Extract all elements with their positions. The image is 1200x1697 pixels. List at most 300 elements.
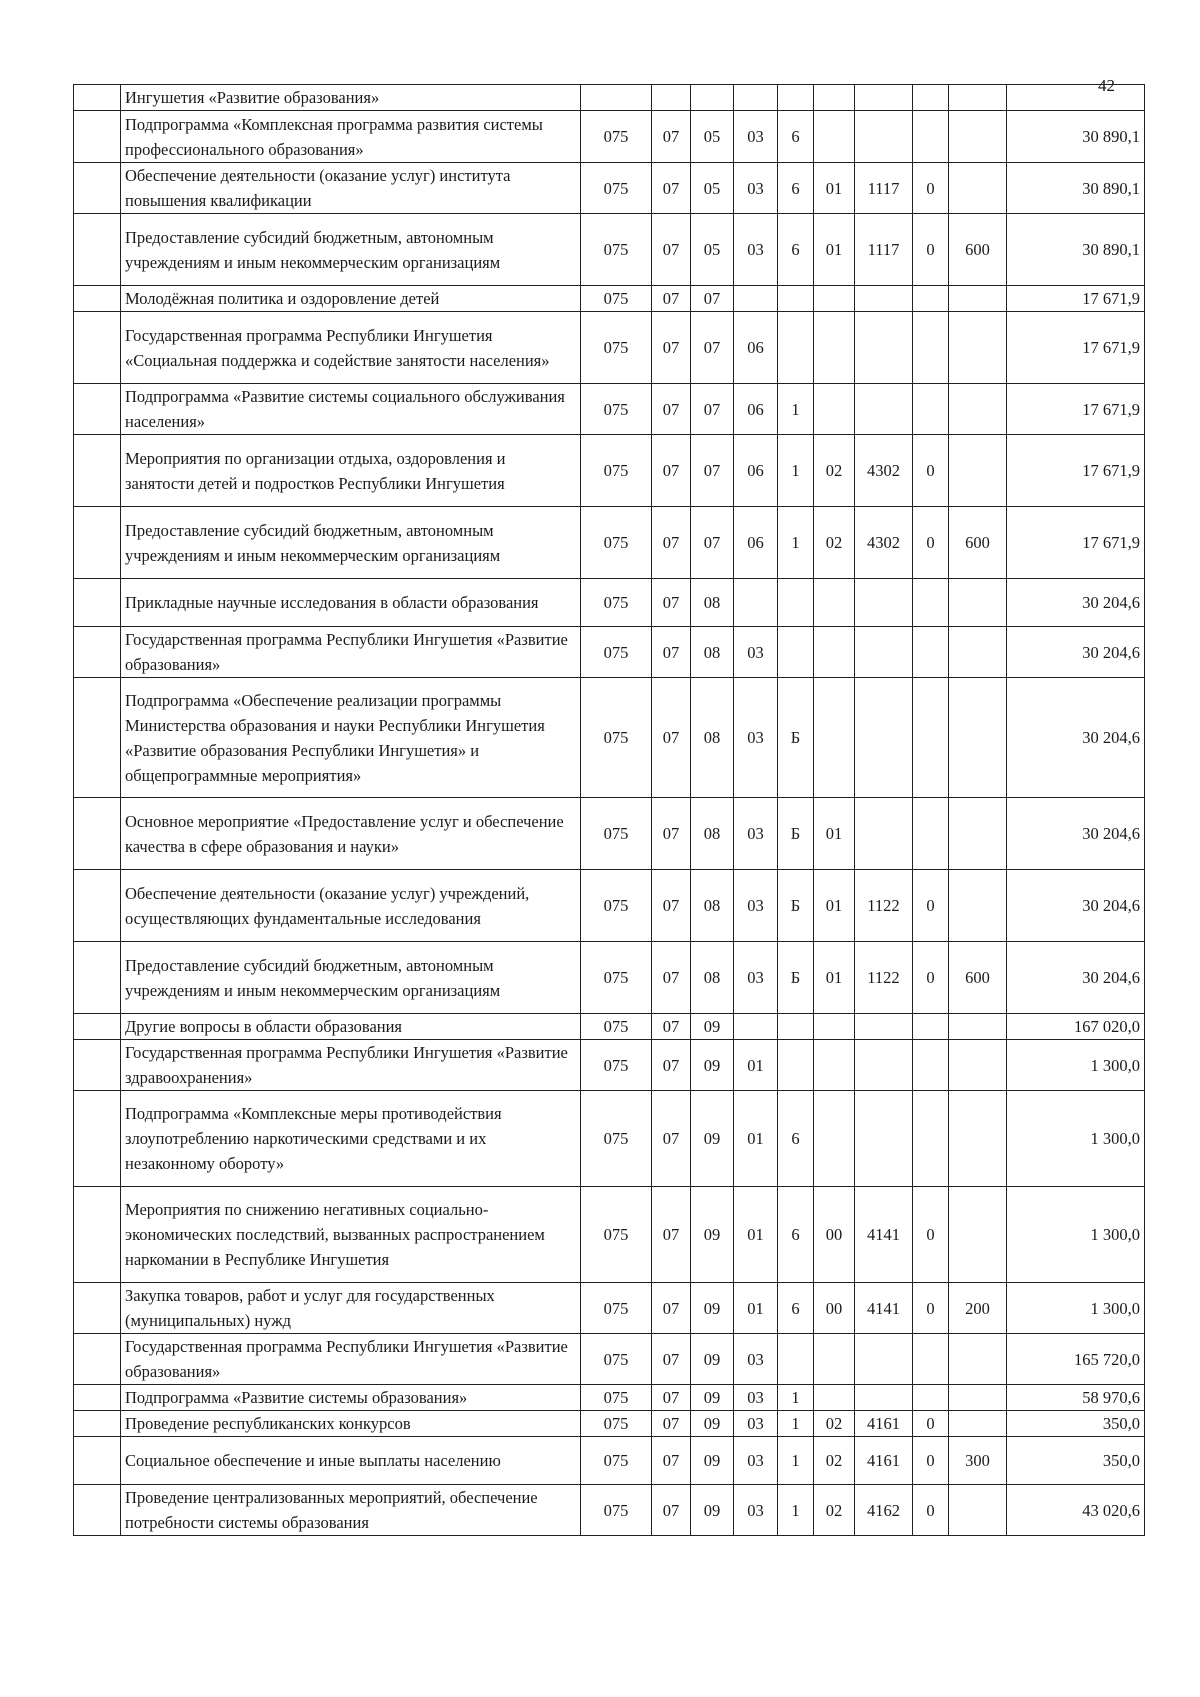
expense-type-code-cell [949, 1040, 1007, 1091]
direction-code-cell [855, 1385, 913, 1411]
admin-code-cell: 075 [581, 435, 652, 507]
table-row [74, 678, 1145, 798]
expense-type-code-cell: 300 [949, 1437, 1007, 1485]
amount-cell: 17 671,9 [1007, 384, 1145, 435]
item-name-cell: Основное мероприятие «Предоставление услуг и обеспечение качества в сфере образования и науки» [121, 798, 581, 870]
event-code-cell [814, 286, 855, 312]
admin-code-cell: 075 [581, 870, 652, 942]
direction-ext-code-cell [913, 1385, 949, 1411]
event-code-cell [814, 1091, 855, 1187]
program-code-cell: 03 [734, 627, 778, 678]
table-row [74, 507, 1145, 579]
direction-ext-code-cell: 0 [913, 1485, 949, 1536]
item-name-cell: Мероприятия по организации отдыха, оздоровления и занятости детей и подростков Республики Ингушетия [121, 435, 581, 507]
admin-code-cell: 075 [581, 1411, 652, 1437]
direction-code-cell [855, 111, 913, 163]
expense-type-code-cell [949, 435, 1007, 507]
section-code-cell: 07 [652, 942, 691, 1014]
expense-type-code-cell [949, 1091, 1007, 1187]
item-name-cell: Предоставление субсидий бюджетным, автономным учреждениям и иным некоммерческим организациям [121, 942, 581, 1014]
amount-cell: 17 671,9 [1007, 286, 1145, 312]
event-code-cell [814, 111, 855, 163]
direction-code-cell: 4161 [855, 1411, 913, 1437]
amount-cell: 30 204,6 [1007, 627, 1145, 678]
subprogram-code-cell [778, 1334, 814, 1385]
expense-type-code-cell [949, 1334, 1007, 1385]
direction-code-cell [855, 579, 913, 627]
admin-code-cell: 075 [581, 384, 652, 435]
amount-cell: 17 671,9 [1007, 507, 1145, 579]
direction-ext-code-cell [913, 627, 949, 678]
amount-cell: 165 720,0 [1007, 1334, 1145, 1385]
program-code-cell: 03 [734, 942, 778, 1014]
direction-ext-code-cell [913, 111, 949, 163]
item-name-cell: Подпрограмма «Развитие системы социального обслуживания населения» [121, 384, 581, 435]
event-code-cell [814, 85, 855, 111]
section-code-cell: 07 [652, 1485, 691, 1536]
event-code-cell [814, 627, 855, 678]
direction-code-cell [855, 1334, 913, 1385]
event-code-cell [814, 312, 855, 384]
item-name-cell: Предоставление субсидий бюджетным, автономным учреждениям и иным некоммерческим организациям [121, 507, 581, 579]
direction-code-cell [855, 85, 913, 111]
event-code-cell [814, 678, 855, 798]
subprogram-code-cell: 6 [778, 1283, 814, 1334]
section-code-cell: 07 [652, 1040, 691, 1091]
direction-code-cell: 1117 [855, 214, 913, 286]
direction-code-cell: 1122 [855, 942, 913, 1014]
admin-code-cell: 075 [581, 214, 652, 286]
table-row [74, 214, 1145, 286]
row-margin-cell [74, 1040, 121, 1091]
direction-ext-code-cell [913, 1334, 949, 1385]
direction-ext-code-cell [913, 1091, 949, 1187]
direction-code-cell: 1117 [855, 163, 913, 214]
direction-ext-code-cell [913, 312, 949, 384]
row-margin-cell [74, 870, 121, 942]
event-code-cell [814, 1040, 855, 1091]
item-name-cell: Государственная программа Республики Ингушетия «Развитие здравоохранения» [121, 1040, 581, 1091]
program-code-cell: 03 [734, 678, 778, 798]
subprogram-code-cell: 1 [778, 435, 814, 507]
section-code-cell: 07 [652, 1385, 691, 1411]
section-code-cell: 07 [652, 870, 691, 942]
admin-code-cell: 075 [581, 163, 652, 214]
row-margin-cell [74, 1014, 121, 1040]
subprogram-code-cell [778, 85, 814, 111]
amount-cell: 30 204,6 [1007, 798, 1145, 870]
direction-ext-code-cell: 0 [913, 942, 949, 1014]
item-name-cell: Молодёжная политика и оздоровление детей [121, 286, 581, 312]
section-code-cell: 07 [652, 1014, 691, 1040]
program-code-cell: 03 [734, 214, 778, 286]
table-row [74, 1385, 1145, 1411]
subsection-code-cell: 09 [691, 1485, 734, 1536]
event-code-cell [814, 1385, 855, 1411]
subsection-code-cell: 09 [691, 1437, 734, 1485]
expense-type-code-cell [949, 1485, 1007, 1536]
program-code-cell: 06 [734, 312, 778, 384]
event-code-cell [814, 1014, 855, 1040]
program-code-cell: 01 [734, 1040, 778, 1091]
table-row [74, 312, 1145, 384]
direction-ext-code-cell [913, 1014, 949, 1040]
admin-code-cell: 075 [581, 1283, 652, 1334]
subsection-code-cell: 09 [691, 1040, 734, 1091]
section-code-cell: 07 [652, 286, 691, 312]
row-margin-cell [74, 163, 121, 214]
direction-code-cell [855, 1091, 913, 1187]
event-code-cell: 01 [814, 798, 855, 870]
expense-type-code-cell: 600 [949, 214, 1007, 286]
program-code-cell: 03 [734, 1334, 778, 1385]
section-code-cell: 07 [652, 1411, 691, 1437]
direction-ext-code-cell: 0 [913, 1187, 949, 1283]
expense-type-code-cell [949, 1411, 1007, 1437]
subprogram-code-cell [778, 286, 814, 312]
subprogram-code-cell [778, 1040, 814, 1091]
expense-type-code-cell [949, 579, 1007, 627]
program-code-cell: 03 [734, 870, 778, 942]
expense-type-code-cell [949, 870, 1007, 942]
program-code-cell [734, 85, 778, 111]
expense-type-code-cell [949, 798, 1007, 870]
subprogram-code-cell: Б [778, 942, 814, 1014]
table-row [74, 1091, 1145, 1187]
admin-code-cell: 075 [581, 111, 652, 163]
subsection-code-cell: 05 [691, 163, 734, 214]
subprogram-code-cell: 6 [778, 214, 814, 286]
direction-ext-code-cell: 0 [913, 1283, 949, 1334]
admin-code-cell [581, 85, 652, 111]
expense-type-code-cell [949, 85, 1007, 111]
row-margin-cell [74, 942, 121, 1014]
event-code-cell: 02 [814, 1485, 855, 1536]
subsection-code-cell: 07 [691, 507, 734, 579]
subprogram-code-cell [778, 579, 814, 627]
section-code-cell: 07 [652, 111, 691, 163]
subsection-code-cell: 09 [691, 1385, 734, 1411]
amount-cell: 30 890,1 [1007, 214, 1145, 286]
program-code-cell: 01 [734, 1091, 778, 1187]
table-row [74, 1334, 1145, 1385]
row-margin-cell [74, 1411, 121, 1437]
subprogram-code-cell: Б [778, 798, 814, 870]
table-row [74, 870, 1145, 942]
admin-code-cell: 075 [581, 1040, 652, 1091]
table-row [74, 1040, 1145, 1091]
item-name-cell: Обеспечение деятельности (оказание услуг) учреждений, осуществляющих фундаментальные исследования [121, 870, 581, 942]
direction-code-cell: 4302 [855, 507, 913, 579]
program-code-cell: 06 [734, 435, 778, 507]
amount-cell: 30 890,1 [1007, 163, 1145, 214]
section-code-cell: 07 [652, 1091, 691, 1187]
direction-ext-code-cell [913, 798, 949, 870]
table-row [74, 798, 1145, 870]
expense-type-code-cell [949, 627, 1007, 678]
expense-type-code-cell [949, 286, 1007, 312]
direction-code-cell [855, 678, 913, 798]
table-row [74, 627, 1145, 678]
admin-code-cell: 075 [581, 1091, 652, 1187]
program-code-cell: 06 [734, 384, 778, 435]
admin-code-cell: 075 [581, 312, 652, 384]
amount-cell: 1 300,0 [1007, 1283, 1145, 1334]
subsection-code-cell: 09 [691, 1283, 734, 1334]
program-code-cell: 01 [734, 1187, 778, 1283]
expense-type-code-cell [949, 163, 1007, 214]
amount-cell: 30 204,6 [1007, 942, 1145, 1014]
table-row [74, 1411, 1145, 1437]
admin-code-cell: 075 [581, 1385, 652, 1411]
page-number: 42 [1098, 76, 1115, 95]
subprogram-code-cell: 6 [778, 1187, 814, 1283]
subsection-code-cell: 09 [691, 1014, 734, 1040]
subsection-code-cell: 08 [691, 678, 734, 798]
row-margin-cell [74, 384, 121, 435]
direction-ext-code-cell: 0 [913, 870, 949, 942]
row-margin-cell [74, 579, 121, 627]
direction-code-cell: 1122 [855, 870, 913, 942]
section-code-cell: 07 [652, 579, 691, 627]
table-row [74, 1437, 1145, 1485]
direction-code-cell [855, 286, 913, 312]
subprogram-code-cell: 1 [778, 384, 814, 435]
direction-ext-code-cell [913, 1040, 949, 1091]
subsection-code-cell: 07 [691, 312, 734, 384]
subsection-code-cell: 08 [691, 798, 734, 870]
item-name-cell: Предоставление субсидий бюджетным, автономным учреждениям и иным некоммерческим организациям [121, 214, 581, 286]
amount-cell: 167 020,0 [1007, 1014, 1145, 1040]
table-row [74, 1187, 1145, 1283]
item-name-cell: Социальное обеспечение и иные выплаты населению [121, 1437, 581, 1485]
subsection-code-cell: 07 [691, 286, 734, 312]
table-row [74, 579, 1145, 627]
subprogram-code-cell: 1 [778, 1437, 814, 1485]
item-name-cell: Подпрограмма «Комплексные меры противодействия злоупотреблению наркотическими средствами и их незаконному обороту» [121, 1091, 581, 1187]
direction-ext-code-cell [913, 579, 949, 627]
item-name-cell: Подпрограмма «Развитие системы образования» [121, 1385, 581, 1411]
item-name-cell: Другие вопросы в области образования [121, 1014, 581, 1040]
subsection-code-cell: 08 [691, 942, 734, 1014]
admin-code-cell: 075 [581, 1334, 652, 1385]
subprogram-code-cell: Б [778, 678, 814, 798]
row-margin-cell [74, 214, 121, 286]
event-code-cell: 02 [814, 1437, 855, 1485]
subsection-code-cell: 05 [691, 111, 734, 163]
row-margin-cell [74, 678, 121, 798]
item-name-cell: Подпрограмма «Обеспечение реализации программы Министерства образования и науки Республики Ингушетия «Развитие образования Республики Ингушетия» и общепрограммные мероприятия» [121, 678, 581, 798]
event-code-cell: 01 [814, 163, 855, 214]
row-margin-cell [74, 1485, 121, 1536]
table-row [74, 1283, 1145, 1334]
subsection-code-cell: 05 [691, 214, 734, 286]
amount-cell: 58 970,6 [1007, 1385, 1145, 1411]
program-code-cell: 03 [734, 1437, 778, 1485]
program-code-cell: 03 [734, 111, 778, 163]
direction-ext-code-cell [913, 384, 949, 435]
direction-code-cell [855, 1040, 913, 1091]
program-code-cell: 06 [734, 507, 778, 579]
row-margin-cell [74, 111, 121, 163]
row-margin-cell [74, 435, 121, 507]
subsection-code-cell: 09 [691, 1334, 734, 1385]
subprogram-code-cell [778, 1014, 814, 1040]
expense-type-code-cell [949, 1187, 1007, 1283]
row-margin-cell [74, 627, 121, 678]
program-code-cell: 03 [734, 1385, 778, 1411]
direction-code-cell [855, 798, 913, 870]
row-margin-cell [74, 1385, 121, 1411]
table-row [74, 384, 1145, 435]
amount-cell: 30 204,6 [1007, 579, 1145, 627]
direction-ext-code-cell: 0 [913, 163, 949, 214]
direction-ext-code-cell [913, 678, 949, 798]
section-code-cell: 07 [652, 214, 691, 286]
amount-cell: 30 204,6 [1007, 678, 1145, 798]
program-code-cell: 03 [734, 163, 778, 214]
expense-type-code-cell: 600 [949, 942, 1007, 1014]
row-margin-cell [74, 507, 121, 579]
direction-ext-code-cell [913, 85, 949, 111]
budget-table-body [74, 85, 1145, 1536]
direction-code-cell: 4302 [855, 435, 913, 507]
admin-code-cell: 075 [581, 1187, 652, 1283]
item-name-cell: Проведение централизованных мероприятий, обеспечение потребности системы образования [121, 1485, 581, 1536]
amount-cell: 43 020,6 [1007, 1485, 1145, 1536]
subsection-code-cell: 08 [691, 627, 734, 678]
program-code-cell: 03 [734, 1411, 778, 1437]
subprogram-code-cell: 1 [778, 1485, 814, 1536]
amount-cell [1007, 85, 1145, 111]
row-margin-cell [74, 1091, 121, 1187]
admin-code-cell: 075 [581, 1485, 652, 1536]
section-code-cell: 07 [652, 435, 691, 507]
section-code-cell: 07 [652, 1437, 691, 1485]
direction-code-cell: 4161 [855, 1437, 913, 1485]
item-name-cell: Прикладные научные исследования в области образования [121, 579, 581, 627]
section-code-cell: 07 [652, 627, 691, 678]
admin-code-cell: 075 [581, 678, 652, 798]
expense-type-code-cell [949, 1385, 1007, 1411]
subprogram-code-cell: Б [778, 870, 814, 942]
item-name-cell: Обеспечение деятельности (оказание услуг) института повышения квалификации [121, 163, 581, 214]
table-row [74, 111, 1145, 163]
expense-type-code-cell [949, 1014, 1007, 1040]
section-code-cell: 07 [652, 1334, 691, 1385]
amount-cell: 1 300,0 [1007, 1040, 1145, 1091]
amount-cell: 1 300,0 [1007, 1091, 1145, 1187]
table-row [74, 1485, 1145, 1536]
direction-ext-code-cell [913, 286, 949, 312]
section-code-cell: 07 [652, 163, 691, 214]
row-margin-cell [74, 286, 121, 312]
event-code-cell: 00 [814, 1187, 855, 1283]
event-code-cell [814, 1334, 855, 1385]
subprogram-code-cell: 1 [778, 1411, 814, 1437]
admin-code-cell: 075 [581, 579, 652, 627]
row-margin-cell [74, 798, 121, 870]
amount-cell: 350,0 [1007, 1411, 1145, 1437]
direction-code-cell [855, 627, 913, 678]
subprogram-code-cell [778, 312, 814, 384]
subsection-code-cell: 07 [691, 384, 734, 435]
admin-code-cell: 075 [581, 798, 652, 870]
item-name-cell: Мероприятия по снижению негативных социально-экономических последствий, вызванных распространением наркомании в Республике Ингушетия [121, 1187, 581, 1283]
amount-cell: 17 671,9 [1007, 312, 1145, 384]
expense-type-code-cell [949, 312, 1007, 384]
table-row [74, 1014, 1145, 1040]
budget-table [73, 84, 1145, 1536]
subprogram-code-cell: 1 [778, 507, 814, 579]
subprogram-code-cell: 1 [778, 1385, 814, 1411]
event-code-cell: 01 [814, 214, 855, 286]
subprogram-code-cell: 6 [778, 163, 814, 214]
direction-ext-code-cell: 0 [913, 507, 949, 579]
event-code-cell: 01 [814, 942, 855, 1014]
item-name-cell: Государственная программа Республики Ингушетия «Развитие образования» [121, 627, 581, 678]
row-margin-cell [74, 312, 121, 384]
expense-type-code-cell [949, 678, 1007, 798]
program-code-cell: 03 [734, 1485, 778, 1536]
event-code-cell: 01 [814, 870, 855, 942]
event-code-cell: 02 [814, 435, 855, 507]
table-row [74, 435, 1145, 507]
subsection-code-cell: 07 [691, 435, 734, 507]
subsection-code-cell: 08 [691, 870, 734, 942]
subsection-code-cell: 09 [691, 1187, 734, 1283]
row-margin-cell [74, 1187, 121, 1283]
admin-code-cell: 075 [581, 942, 652, 1014]
expense-type-code-cell: 200 [949, 1283, 1007, 1334]
event-code-cell [814, 384, 855, 435]
program-code-cell [734, 579, 778, 627]
expense-type-code-cell [949, 384, 1007, 435]
subprogram-code-cell: 6 [778, 111, 814, 163]
program-code-cell [734, 286, 778, 312]
amount-cell: 350,0 [1007, 1437, 1145, 1485]
event-code-cell [814, 579, 855, 627]
subsection-code-cell: 09 [691, 1091, 734, 1187]
amount-cell: 17 671,9 [1007, 435, 1145, 507]
table-row [74, 85, 1145, 111]
admin-code-cell: 075 [581, 507, 652, 579]
direction-code-cell [855, 384, 913, 435]
section-code-cell: 07 [652, 1187, 691, 1283]
item-name-cell: Закупка товаров, работ и услуг для государственных (муниципальных) нужд [121, 1283, 581, 1334]
admin-code-cell: 075 [581, 286, 652, 312]
event-code-cell: 02 [814, 1411, 855, 1437]
admin-code-cell: 075 [581, 1014, 652, 1040]
item-name-cell: Проведение республиканских конкурсов [121, 1411, 581, 1437]
item-name-cell: Государственная программа Республики Ингушетия «Развитие образования» [121, 1334, 581, 1385]
expense-type-code-cell [949, 111, 1007, 163]
table-row [74, 163, 1145, 214]
table-row [74, 286, 1145, 312]
subsection-code-cell [691, 85, 734, 111]
program-code-cell [734, 1014, 778, 1040]
direction-ext-code-cell: 0 [913, 435, 949, 507]
section-code-cell: 07 [652, 798, 691, 870]
direction-code-cell: 4141 [855, 1283, 913, 1334]
section-code-cell [652, 85, 691, 111]
direction-code-cell: 4141 [855, 1187, 913, 1283]
subsection-code-cell: 08 [691, 579, 734, 627]
item-name-cell: Подпрограмма «Комплексная программа развития системы профессионального образования» [121, 111, 581, 163]
amount-cell: 30 890,1 [1007, 111, 1145, 163]
direction-code-cell [855, 1014, 913, 1040]
row-margin-cell [74, 1334, 121, 1385]
